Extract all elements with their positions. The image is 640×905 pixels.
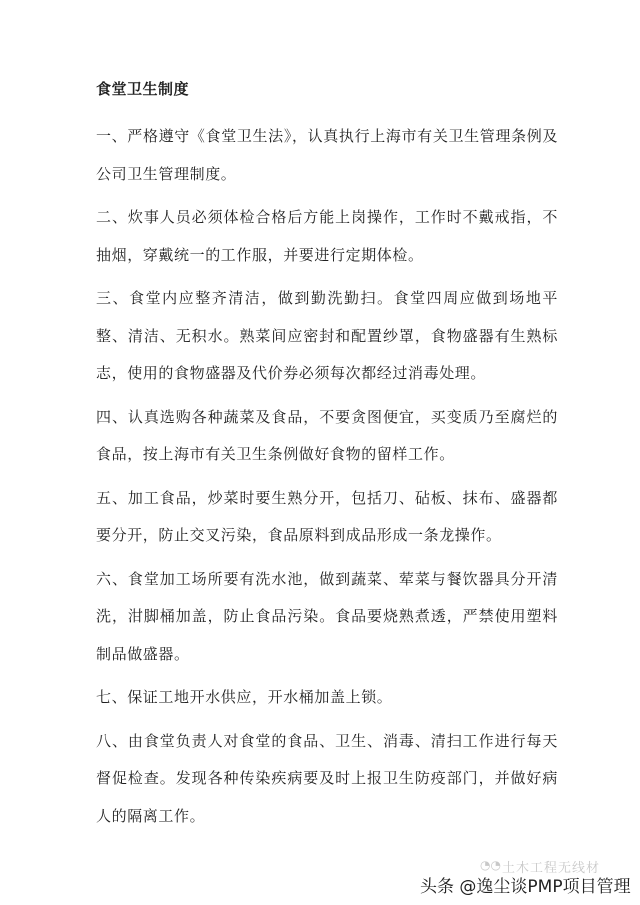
rule-paragraph-7: 七、保证工地开水供应，开水桶加盖上锁。 [96,688,393,706]
rule-paragraph-2: 二、炊事人员必须体检合格后方能上岗操作，工作时不戴戒指，不抽烟，穿戴统一的工作服，并要进行定期体检。 [96,208,558,264]
rule-paragraph-4: 四、认真选购各种蔬菜及食品，不要贪图便宜，买变质乃至腐烂的食品，按上海市有关卫生条例做好食物的留样工作。 [96,407,558,463]
wechat-logo-icon: ◔◔ [480,858,501,872]
rule-paragraph-6: 六、食堂加工场所要有洗水池，做到蔬菜、荤菜与餐饮器具分开清洗，泔脚桶加盖，防止食品污染。食品要烧熟煮透，严禁使用塑料制品做盛器。 [96,569,558,663]
author-credit: 头条 @逸尘谈PMP项目管理 [420,877,631,897]
rule-paragraph-8: 八、由食堂负责人对食堂的食品、卫生、消毒、清扫工作进行每天督促检查。发现各种传染疾病要及时上报卫生防疫部门，并做好病人的隔离工作。 [96,731,558,825]
rule-paragraph-5: 五、加工食品，炒菜时要生熟分开，包括刀、砧板、抹布、盛器都要分开，防止交叉污染，食品原料到成品形成一条龙操作。 [96,488,558,544]
rule-paragraph-3: 三、食堂内应整齐清洁，做到勤洗勤扫。食堂四周应做到场地平整、清洁、无积水。熟菜间应密封和配置纱罩，食物盛器有生熟标志，使用的食物盛器及代价券必须每次都经过消毒处理。 [96,289,558,382]
ghost-watermark-text: 土木工程无线材 [502,861,601,876]
watermark [420,857,640,905]
rule-paragraph-1: 一、严格遵守《食堂卫生法》，认真执行上海市有关卫生管理条例及公司卫生管理制度。 [96,127,558,183]
document-title: 食堂卫生制度 [96,80,190,98]
document-body [96,80,558,841]
